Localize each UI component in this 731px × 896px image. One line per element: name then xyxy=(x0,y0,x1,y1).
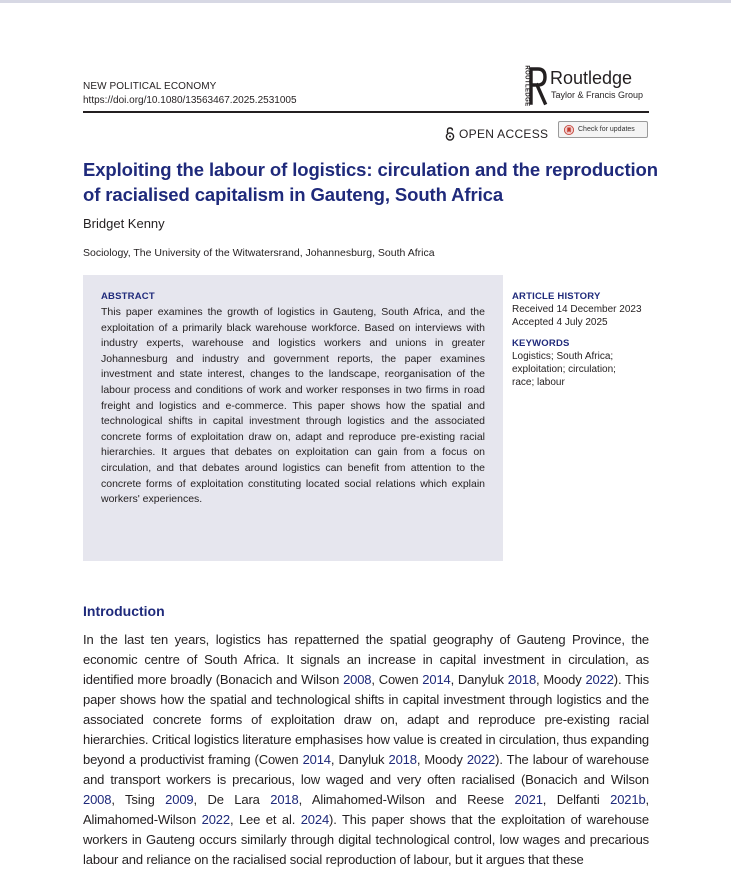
keywords-line-3: race; labour xyxy=(512,377,565,388)
open-access-badge xyxy=(445,125,548,143)
citation-link[interactable]: 2018 xyxy=(388,752,417,767)
citation-link[interactable]: 2021b xyxy=(610,792,646,807)
citation-link[interactable]: 2018 xyxy=(270,792,299,807)
open-access-label: OPEN ACCESS xyxy=(459,127,549,141)
citation-link[interactable]: 2021 xyxy=(514,792,543,807)
article-history-heading: ARTICLE HISTORY xyxy=(512,291,601,302)
keywords-line-1: Logistics; South Africa; xyxy=(512,351,614,362)
keywords-heading: KEYWORDS xyxy=(512,338,570,349)
keywords-line-2: exploitation; circulation; xyxy=(512,364,616,375)
intro-text: , De Lara xyxy=(193,792,271,807)
citation-link[interactable]: 2014 xyxy=(422,672,451,687)
citation-link[interactable]: 2024 xyxy=(300,812,330,827)
intro-text: ). This paper shows how the spatial and technological shifts in capital investment through logistics and the associated concrete forms of exploitation draw on, adapt and reproduce pre-existing racial hierarchies. Critical logistics literature emphasises how value is created in circulation, thus expanding beyond a productivist framing (Cowen xyxy=(83,672,650,767)
citation-link[interactable]: 2022 xyxy=(466,752,496,767)
intro-text: , Danyluk xyxy=(330,752,389,767)
routledge-r-icon xyxy=(528,65,548,107)
citation-link[interactable]: 2014 xyxy=(302,752,331,767)
intro-text: ). The labour of warehouse and transport workers is precarious, low waged and very often racialised (Bonacich and Wilson xyxy=(83,752,649,787)
open-lock-icon xyxy=(445,127,455,141)
intro-text: In the last ten years, logistics has repatterned the spatial geography of Gauteng Province, the economic centre of South Africa. It signals an increase in capital investment in circulation, as identified more broadly (Bonacich and Wilson xyxy=(83,632,649,687)
author-affiliation: Sociology, The University of the Witwatersrand, Johannesburg, South Africa xyxy=(83,247,435,259)
citation-link[interactable]: 2008 xyxy=(343,672,372,687)
doi-link[interactable]: https://doi.org/10.1080/13563467.2025.2531005 xyxy=(83,95,297,106)
author-name[interactable]: Bridget Kenny xyxy=(83,216,165,231)
introduction-paragraph xyxy=(83,630,649,870)
top-border xyxy=(0,0,731,3)
intro-text: ). This paper shows that the exploitation of warehouse workers in Gauteng occurs similarly through digital technological control, low wages and precarious labour and reliance on the racialised social reproduction of labour, but it argues that these xyxy=(83,812,649,867)
received-date: Received 14 December 2023 xyxy=(512,304,642,315)
intro-text: , Alimahomed-Wilson xyxy=(83,792,650,827)
abstract-heading: ABSTRACT xyxy=(101,291,155,302)
intro-text: , Moody xyxy=(536,672,586,687)
intro-text: , Lee et al. xyxy=(229,812,301,827)
citation-link[interactable]: 2022 xyxy=(585,672,614,687)
intro-text: , Delfanti xyxy=(542,792,611,807)
citation-link[interactable]: 2008 xyxy=(83,792,112,807)
introduction-heading: Introduction xyxy=(83,603,165,619)
citation-link[interactable]: 2009 xyxy=(165,792,194,807)
intro-text: , Danyluk xyxy=(450,672,508,687)
intro-text: , Cowen xyxy=(371,672,423,687)
header-rule xyxy=(83,111,649,113)
abstract-text: This paper examines the growth of logistics in Gauteng, South Africa, and the exploitation of a primarily black warehouse workforce. Based on interviews with industry experts, warehouse and logistics workers and unions in greater Johannesburg and industry and government reports, the paper examines investment and state interest, changes to the landscape, reorganisation of the labour process and conditions of work and worker responses in two firms in road freight and logistics and e-commerce. This paper shows how the spatial and technological shifts in capital investment through logistics and the associated concrete forms of exploitation draw on, adapt and reproduce pre-existing racial hierarchies. It argues that debates on exploitation can gain from a focus on circulation, and that debates around logistics can benefit from attention to the concrete forms of exploitation constituting located social relations which explain workers' experiences. xyxy=(101,306,485,506)
citation-link[interactable]: 2022 xyxy=(201,812,230,827)
citation-link[interactable]: 2018 xyxy=(507,672,537,687)
check-for-updates-button[interactable] xyxy=(558,121,648,138)
check-for-updates-label: Check for updates xyxy=(578,126,635,133)
publisher-group: Taylor & Francis Group xyxy=(551,90,644,100)
article-title: Exploiting the labour of logistics: circulation and the reproduction of racialised capitalism in Gauteng, South Africa xyxy=(83,159,658,205)
intro-text: , Alimahomed-Wilson and Reese xyxy=(298,792,515,807)
publisher-name: Routledge xyxy=(550,68,633,88)
journal-name: NEW POLITICAL ECONOMY xyxy=(83,81,217,92)
article-metadata xyxy=(512,291,652,389)
publisher-logo xyxy=(518,66,658,106)
publisher-vertical-mark: ROUTLEDGE xyxy=(523,65,530,107)
intro-text: , Tsing xyxy=(111,792,166,807)
bookmark-update-icon xyxy=(564,125,574,135)
accepted-date: Accepted 4 July 2025 xyxy=(512,317,608,328)
intro-text: , Moody xyxy=(416,752,467,767)
